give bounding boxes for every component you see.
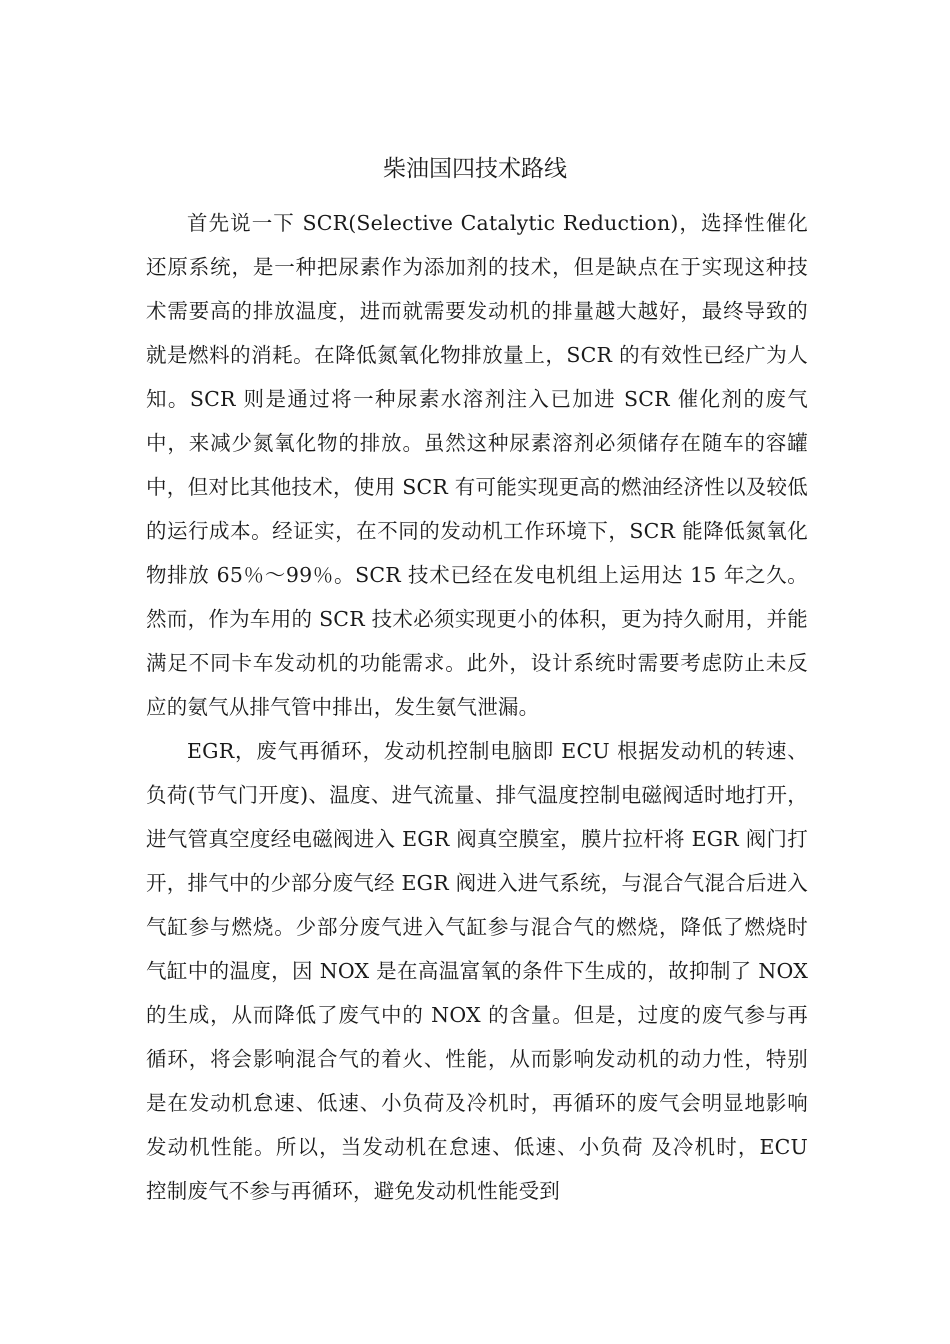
document-title: 柴油国四技术路线	[383, 156, 567, 182]
paragraph-egr: EGR，废气再循环，发动机控制电脑即 ECU 根据发动机的转速、负荷(节气门开度)、温度、进气流量、排气温度控制电磁阀适时地打开，进气管真空度经电磁阀进入 EGR 阀真空膜室，膜片拉杆将 EGR 阀门打开，排气中的少部分废气经 EGR 阀进入进气系统，与混合气混合后进入气缸参与燃烧。少部分废气进入气缸参与混合气的燃烧，降低了燃烧时气缸中的温度，因 NOX 是在高温富氧的条件下生成的，故抑制了 NOX 的生成，从而降低了废气中的 NOX 的含量。但是，过度的废气参与再循环，将会影响混合气的着火、性能，从而影响发动机的动力性，特别是在发动机怠速、低速、小负荷及冷机时，再循环的废气会明显地影响发动机性能。所以，当发动机在怠速、低速、小负荷 及冷机时，ECU 控制废气不参与再循环，避免发动机性能受到	[146, 739, 808, 1203]
document-body	[146, 201, 808, 1213]
paragraph-scr: 首先说一下 SCR(Selective Catalytic Reduction)，选择性催化还原系统，是一种把尿素作为添加剂的技术，但是缺点在于实现这种技术需要高的排放温度，进而就需要发动机的排量越大越好，最终导致的就是燃料的消耗。在降低氮氧化物排放量上，SCR 的有效性已经广为人知。SCR 则是通过将一种尿素水溶剂注入已加进 SCR 催化剂的废气中，来减少氮氧化物的排放。虽然这种尿素溶剂必须储存在随车的容罐中，但对比其他技术，使用 SCR 有可能实现更高的燃油经济性以及较低的运行成本。经证实，在不同的发动机工作环境下，SCR 能降低氮氧化物排放 65％～99％。SCR 技术已经在发电机组上运用达 15 年之久。然而，作为车用的 SCR 技术必须实现更小的体积，更为持久耐用，并能满足不同卡车发动机的功能需求。此外，设计系统时需要考虑防止未反应的氨气从排气管中排出，发生氨气泄漏。	[146, 211, 808, 719]
